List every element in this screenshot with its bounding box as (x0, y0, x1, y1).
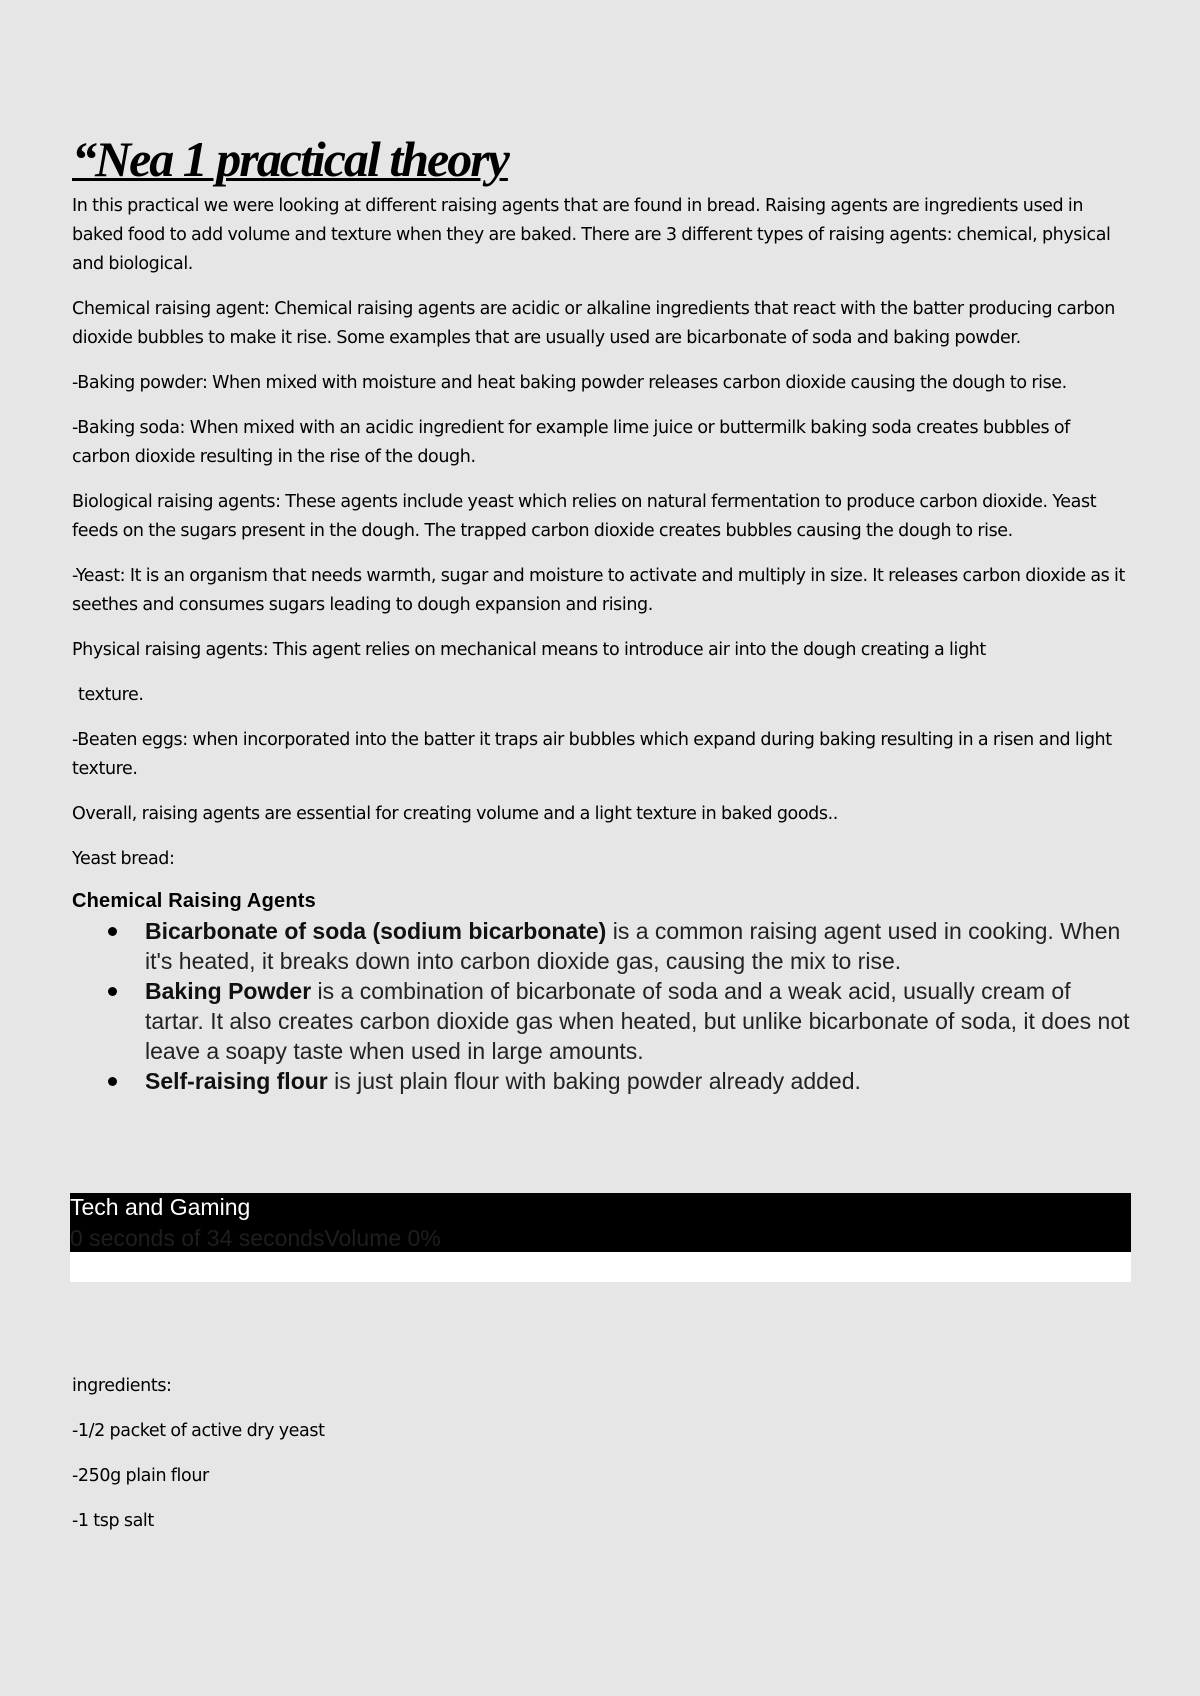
ingredients-section (72, 1372, 1132, 1552)
list-item-text: is a combination of bicarbonate of soda and a weak acid, usually cream of tartar. It also creates carbon dioxide gas when heated, but unlike bicarbonate of soda, it does not leave a soapy taste when used in large amounts. (145, 978, 1130, 1064)
physical-paragraph: Physical raising agents: This agent relies on mechanical means to introduce air into the dough creating a light (72, 640, 986, 660)
overall-paragraph: Overall, raising agents are essential for creating volume and a light texture in baked goods.. (72, 804, 838, 824)
beaten-eggs-paragraph: -Beaten eggs: when incorporated into the batter it traps air bubbles which expand during baking resulting in a risen and light texture. (72, 730, 1112, 779)
document-body (72, 130, 1132, 1096)
video-title: Tech and Gaming (70, 1194, 251, 1220)
bullet-icon (108, 927, 117, 936)
list-item-term: Baking Powder (145, 978, 312, 1004)
bullet-icon (108, 987, 117, 996)
list-item-term: Self-raising flour (145, 1068, 328, 1094)
yeast-paragraph: -Yeast: It is an organism that needs warmth, sugar and moisture to activate and multiply in size. It releases carbon dioxide as it seethes and consumes sugars leading to dough expansion and rising. (72, 566, 1125, 615)
physical-paragraph-continued: texture. (78, 685, 144, 705)
chemical-raising-agents-heading: Chemical Raising Agents (72, 890, 316, 912)
ingredient-item: -1 tsp salt (72, 1511, 154, 1531)
ingredient-item: -250g plain flour (72, 1466, 209, 1486)
bullet-icon (108, 1077, 117, 1086)
list-item-text: is a common raising agent used in cooking. When it's heated, it breaks down into carbon dioxide gas, causing the mix to rise. (145, 918, 1121, 974)
list-item (72, 1066, 1132, 1096)
chemical-paragraph: Chemical raising agent: Chemical raising agents are acidic or alkaline ingredients that react with the batter producing carbon dioxide bubbles to make it rise. Some examples that are usually used are bicarbonate of soda and baking powder. (72, 299, 1115, 348)
video-time-readout: 0 seconds of 34 secondsVolume 0% (70, 1225, 441, 1251)
raising-agents-list (72, 916, 1132, 1096)
baking-soda-paragraph: -Baking soda: When mixed with an acidic ingredient for example lime juice or buttermilk baking soda creates bubbles of carbon dioxide resulting in the rise of the dough. (72, 418, 1070, 467)
list-item (72, 976, 1132, 1066)
intro-paragraph: In this practical we were looking at different raising agents that are found in bread. Raising agents are ingredients used in baked food to add volume and texture when they are baked. There are 3 different types of raising agents: chemical, physical and biological. (72, 196, 1111, 274)
baking-powder-paragraph: -Baking powder: When mixed with moisture and heat baking powder releases carbon dioxide causing the dough to rise. (72, 373, 1067, 393)
list-item (72, 916, 1132, 976)
biological-paragraph: Biological raising agents: These agents include yeast which relies on natural fermentation to produce carbon dioxide. Yeast feeds on the sugars present in the dough. The trapped carbon dioxide creates bubbles causing the dough to rise. (72, 492, 1097, 541)
list-item-term: Bicarbonate of soda (sodium bicarbonate) (145, 918, 607, 944)
list-item-text: is just plain flour with baking powder already added. (327, 1068, 861, 1094)
video-player[interactable] (70, 1193, 1131, 1282)
ingredient-item: -1/2 packet of active dry yeast (72, 1421, 325, 1441)
page-title: “Nea 1 practical theory (72, 131, 508, 187)
yeast-bread-label: Yeast bread: (72, 849, 175, 869)
ingredients-heading: ingredients: (72, 1376, 172, 1396)
